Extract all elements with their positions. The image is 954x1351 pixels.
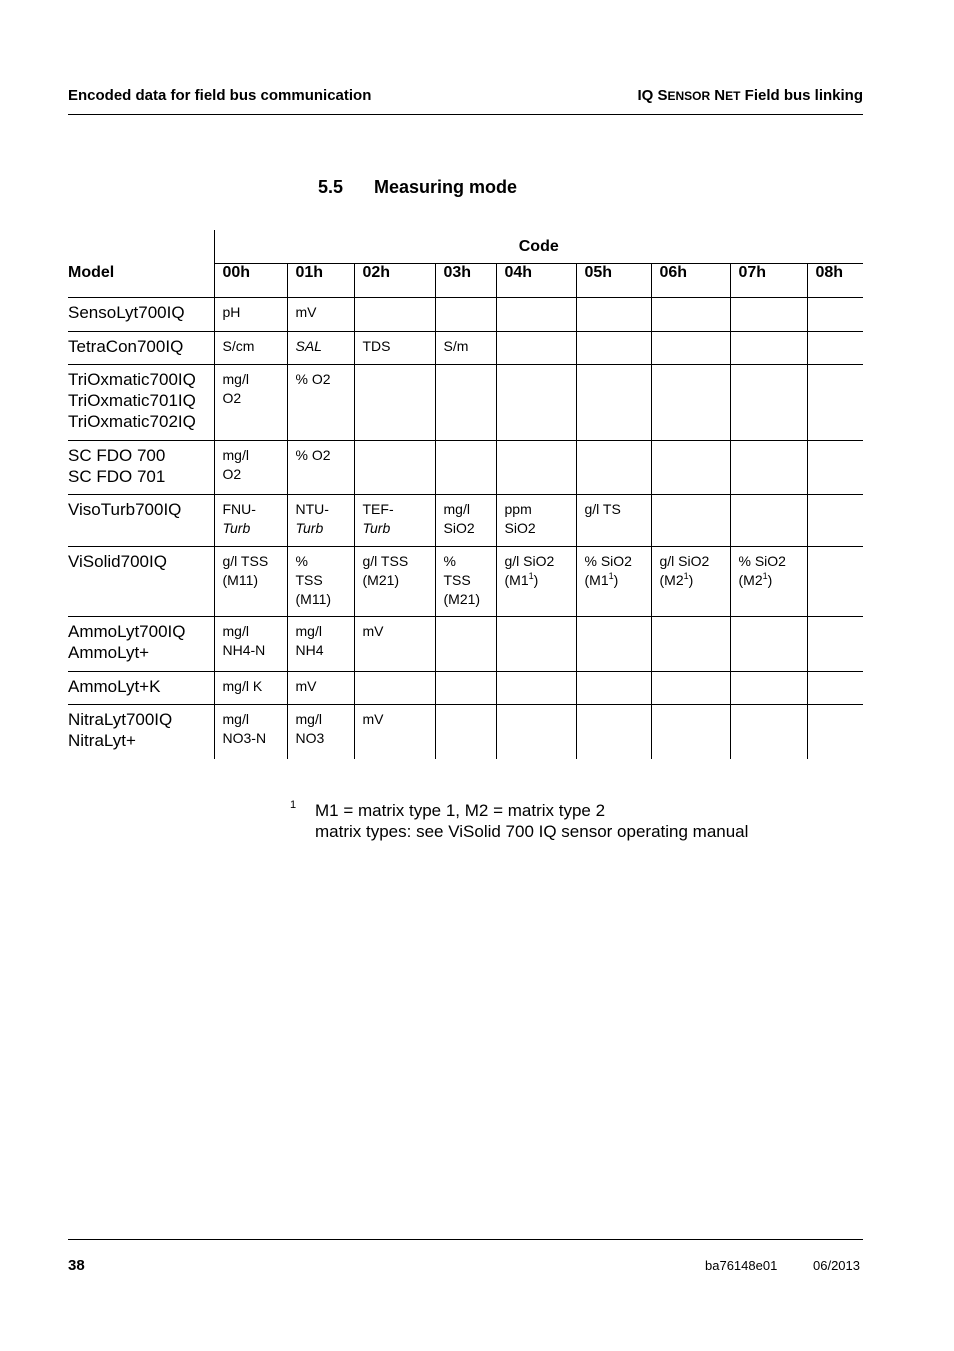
model-name: VisoTurb700IQ — [68, 500, 182, 519]
model-name: SensoLyt700IQ — [68, 303, 185, 322]
code-cell — [496, 672, 576, 705]
code-cell — [496, 332, 576, 365]
cell-text: (M2 — [738, 572, 763, 588]
code-header-01h: 01h — [287, 264, 354, 298]
model-header: Model — [68, 264, 214, 298]
code-cell — [496, 617, 576, 672]
cell-line: mg/l — [222, 623, 249, 639]
cell-line — [585, 571, 651, 590]
cell-line: NO3 — [295, 730, 325, 746]
code-cell — [496, 441, 576, 495]
cell-text: mg/l K — [222, 678, 263, 694]
model-cell — [68, 332, 214, 365]
code-cell — [214, 672, 287, 705]
code-cell — [730, 617, 807, 672]
cell-text: mV — [362, 623, 384, 639]
page-number: 38 — [68, 1257, 85, 1274]
header-n: N — [710, 87, 726, 104]
cell-text: mV — [295, 304, 317, 320]
code-cell — [651, 441, 730, 495]
table-row — [68, 617, 863, 672]
table-row — [68, 495, 863, 547]
cell-line: mg/l — [222, 447, 249, 463]
code-header-04h: 04h — [496, 264, 576, 298]
code-cell — [354, 332, 435, 365]
footnote-ref: 1 — [608, 571, 614, 581]
code-header-03h: 03h — [435, 264, 496, 298]
code-cell — [576, 332, 651, 365]
table-row — [68, 441, 863, 495]
cell-line — [739, 571, 807, 590]
cell-text: TDS — [362, 338, 391, 354]
code-cell — [435, 705, 496, 759]
cell-text: pH — [222, 304, 241, 320]
cell-text: mV — [295, 678, 317, 694]
cell-line: (M11) — [295, 591, 332, 607]
code-cell — [730, 495, 807, 547]
code-cell — [354, 672, 435, 705]
code-cell — [730, 547, 807, 617]
model-name: NitraLyt700IQ — [68, 710, 173, 729]
cell-text: S/cm — [222, 338, 255, 354]
table-row — [68, 332, 863, 365]
code-cell — [807, 495, 863, 547]
code-cell — [287, 298, 354, 332]
cell-line: FNU- — [222, 501, 256, 517]
code-cell — [435, 298, 496, 332]
code-cell — [730, 332, 807, 365]
document-id: ba76148e01 — [705, 1258, 778, 1273]
cell-line: NTU- — [295, 501, 329, 517]
code-cell — [354, 365, 435, 441]
code-cell — [287, 365, 354, 441]
cell-line: NH4-N — [222, 642, 266, 658]
footnote-ref: 1 — [762, 571, 768, 581]
model-name: TriOxmatic701IQ — [68, 391, 196, 410]
code-cell — [730, 365, 807, 441]
code-cell — [435, 332, 496, 365]
cell-text: mV — [362, 711, 384, 727]
code-cell — [730, 672, 807, 705]
code-header-06h: 06h — [651, 264, 730, 298]
model-cell — [68, 495, 214, 547]
model-name: TetraCon700IQ — [68, 337, 184, 356]
code-cell — [214, 495, 287, 547]
model-name: SC FDO 700 — [68, 446, 166, 465]
code-cell — [214, 332, 287, 365]
section-number: 5.5 — [318, 177, 344, 197]
code-cell — [807, 705, 863, 759]
code-cell — [807, 672, 863, 705]
model-cell — [68, 617, 214, 672]
cell-line: Turb — [362, 520, 391, 536]
model-cell — [68, 547, 214, 617]
document-date: 06/2013 — [813, 1258, 860, 1273]
model-name: TriOxmatic702IQ — [68, 412, 196, 431]
cell-line: TSS — [443, 572, 471, 588]
model-cell — [68, 672, 214, 705]
cell-line: (M21) — [443, 591, 481, 607]
header-rule — [68, 114, 863, 115]
cell-text: g/l TS — [584, 501, 621, 517]
code-header-05h: 05h — [576, 264, 651, 298]
footnote-line-2: matrix types: see ViSolid 700 IQ sensor operating manual — [315, 822, 749, 841]
header-rest: Field bus linking — [740, 87, 863, 104]
code-cell — [287, 617, 354, 672]
cell-line: O2 — [222, 390, 242, 406]
code-cell — [214, 441, 287, 495]
code-cell — [435, 617, 496, 672]
cell-line: % — [295, 553, 308, 569]
code-cell — [214, 365, 287, 441]
code-header-00h: 00h — [214, 264, 287, 298]
cell-line: (M21) — [362, 572, 400, 588]
cell-text: ) — [688, 572, 694, 588]
code-cell — [435, 365, 496, 441]
footer-rule — [68, 1239, 863, 1240]
code-cell — [576, 617, 651, 672]
code-cell — [576, 547, 651, 617]
cell-line: g/l SiO2 — [504, 553, 555, 569]
code-cell — [435, 547, 496, 617]
code-cell — [651, 365, 730, 441]
footnote-ref: 1 — [683, 571, 689, 581]
model-cell — [68, 705, 214, 759]
cell-line: mg/l — [443, 501, 470, 517]
cell-line: TSS — [295, 572, 323, 588]
code-cell — [496, 298, 576, 332]
table-row — [68, 705, 863, 759]
code-cell — [354, 547, 435, 617]
running-header-left: Encoded data for field bus communication — [68, 87, 372, 104]
code-cell — [576, 365, 651, 441]
code-cell — [287, 495, 354, 547]
code-cell — [807, 617, 863, 672]
code-cell — [807, 365, 863, 441]
model-cell — [68, 365, 214, 441]
code-cell — [576, 495, 651, 547]
code-cell — [576, 441, 651, 495]
code-cell — [730, 705, 807, 759]
cell-line: Turb — [222, 520, 251, 536]
model-cell — [68, 298, 214, 332]
code-cell — [496, 705, 576, 759]
code-cell — [807, 547, 863, 617]
cell-line: mg/l — [222, 371, 249, 387]
cell-line: SiO2 — [443, 520, 475, 536]
footnote-mark: 1 — [290, 799, 297, 811]
model-name: AmmoLyt+K — [68, 677, 161, 696]
cell-text: S/m — [443, 338, 469, 354]
code-cell — [651, 298, 730, 332]
table-row — [68, 298, 863, 332]
cell-line: mg/l — [295, 623, 322, 639]
code-cell — [214, 547, 287, 617]
cell-text: ) — [613, 572, 619, 588]
table-row — [68, 547, 863, 617]
cell-text: % O2 — [295, 371, 331, 387]
code-cell — [354, 617, 435, 672]
code-cell — [435, 672, 496, 705]
cell-text: (M1 — [504, 572, 529, 588]
code-cell — [651, 672, 730, 705]
cell-line: NO3-N — [222, 730, 267, 746]
cell-line: mg/l — [295, 711, 322, 727]
header-et: ET — [725, 89, 741, 103]
code-cell — [651, 547, 730, 617]
cell-line: Turb — [295, 520, 324, 536]
code-cell — [214, 298, 287, 332]
model-name: NitraLyt+ — [68, 731, 136, 750]
header-iq-s: IQ S — [637, 87, 668, 104]
code-cell — [214, 617, 287, 672]
running-header-right — [637, 87, 863, 104]
code-cell — [287, 441, 354, 495]
code-cell — [287, 672, 354, 705]
cell-line: mg/l — [222, 711, 249, 727]
cell-text: ) — [767, 572, 773, 588]
cell-line: (M11) — [222, 572, 259, 588]
cell-text: SAL — [295, 338, 322, 354]
code-cell — [651, 495, 730, 547]
cell-line: % SiO2 — [738, 553, 786, 569]
code-header-08h: 08h — [807, 264, 863, 298]
code-cell — [576, 672, 651, 705]
measuring-mode-table — [68, 230, 863, 759]
code-cell — [496, 547, 576, 617]
cell-line: % SiO2 — [584, 553, 632, 569]
code-cell — [287, 332, 354, 365]
code-cell — [576, 298, 651, 332]
model-name: AmmoLyt+ — [68, 643, 150, 662]
cell-line: g/l TSS — [222, 553, 269, 569]
table-corner — [68, 230, 214, 264]
code-cell — [807, 332, 863, 365]
cell-text: ) — [533, 572, 539, 588]
code-cell — [214, 705, 287, 759]
header-ensor: ENSOR — [667, 89, 711, 103]
footnote-line-1: M1 = matrix type 1, M2 = matrix type 2 — [315, 801, 606, 820]
cell-text: % O2 — [295, 447, 331, 463]
cell-line — [660, 571, 730, 590]
code-cell — [496, 365, 576, 441]
code-cell — [807, 298, 863, 332]
cell-line — [505, 571, 576, 590]
cell-line: TEF- — [362, 501, 394, 517]
model-name: AmmoLyt700IQ — [68, 622, 186, 641]
code-cell — [651, 617, 730, 672]
code-cell — [435, 495, 496, 547]
cell-line: % — [443, 553, 456, 569]
model-name: ViSolid700IQ — [68, 552, 167, 571]
model-cell — [68, 441, 214, 495]
code-cell — [730, 441, 807, 495]
code-group-header: Code — [214, 230, 863, 264]
cell-line: g/l TSS — [362, 553, 409, 569]
cell-line: SiO2 — [504, 520, 536, 536]
code-header-02h: 02h — [354, 264, 435, 298]
code-cell — [435, 441, 496, 495]
cell-line: g/l SiO2 — [659, 553, 710, 569]
code-cell — [287, 547, 354, 617]
cell-line: O2 — [222, 466, 242, 482]
model-name: TriOxmatic700IQ — [68, 370, 196, 389]
code-cell — [651, 332, 730, 365]
table-row — [68, 672, 863, 705]
code-cell — [496, 495, 576, 547]
footnote-ref: 1 — [528, 571, 534, 581]
cell-text: (M2 — [659, 572, 684, 588]
cell-line: NH4 — [295, 642, 324, 658]
model-name: SC FDO 701 — [68, 467, 166, 486]
cell-text: (M1 — [584, 572, 609, 588]
code-header-07h: 07h — [730, 264, 807, 298]
code-cell — [287, 705, 354, 759]
code-cell — [354, 495, 435, 547]
code-cell — [354, 441, 435, 495]
code-cell — [576, 705, 651, 759]
code-cell — [651, 705, 730, 759]
code-cell — [807, 441, 863, 495]
code-cell — [354, 705, 435, 759]
code-cell — [730, 298, 807, 332]
cell-line: ppm — [504, 501, 532, 517]
code-cell — [354, 298, 435, 332]
table-row — [68, 365, 863, 441]
section-title: Measuring mode — [374, 177, 518, 197]
